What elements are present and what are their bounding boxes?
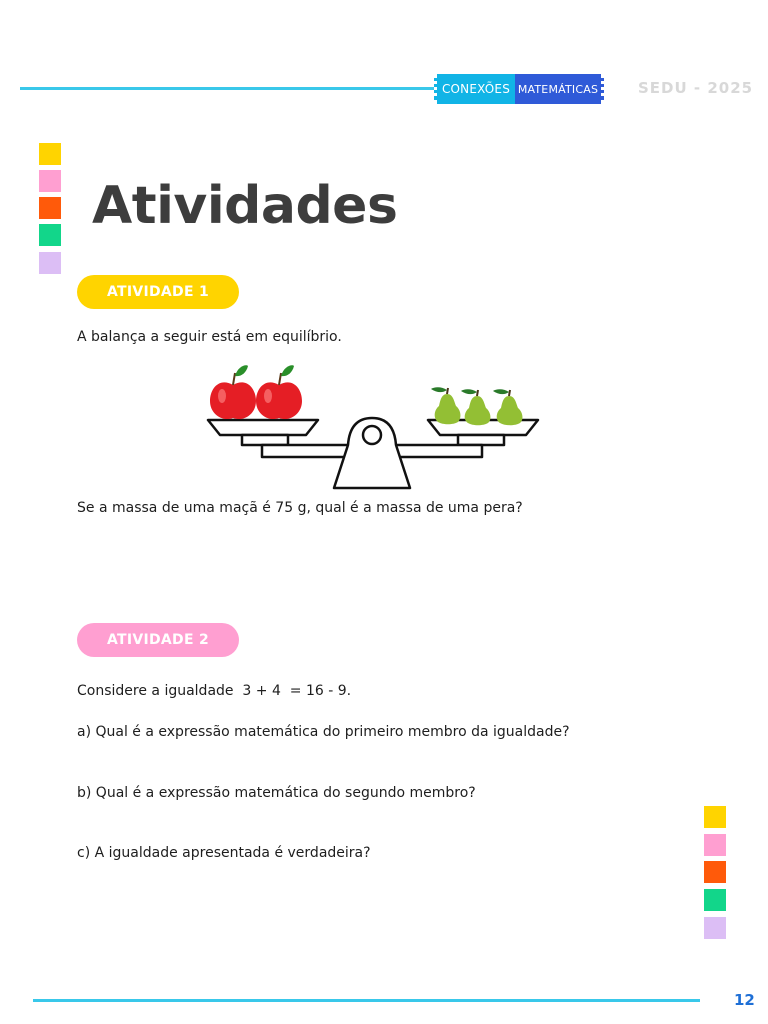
apple-icon	[256, 365, 302, 419]
activity-2-intro: Considere a igualdade 3 + 4 = 16 - 9.	[77, 683, 352, 699]
activity-1-intro: A balança a seguir está em equilíbrio.	[77, 329, 342, 345]
activity-1-question: Se a massa de uma maçã é 75 g, qual é a massa de uma pera?	[77, 500, 523, 516]
brand-part1: CONEXÕES	[434, 74, 515, 104]
deco-square-yellow	[39, 143, 61, 165]
footer-rule	[33, 999, 700, 1002]
activity-2-question-c: c) A igualdade apresentada é verdadeira?	[77, 845, 371, 861]
left-pan	[208, 420, 354, 457]
scale-stand	[334, 418, 410, 488]
header-rule	[20, 87, 435, 90]
activity-2-question-a: a) Qual é a expressão matemática do primeiro membro da igualdade?	[77, 724, 570, 740]
deco-square-pink	[39, 170, 61, 192]
activity-2-badge: ATIVIDADE 2	[77, 623, 239, 657]
deco-square-pink	[704, 834, 726, 856]
pear-icon	[493, 389, 522, 425]
deco-square-green	[39, 224, 61, 246]
deco-square-lavender	[704, 917, 726, 939]
sedu-tag: SEDU - 2025	[638, 79, 754, 97]
balance-scale-illustration	[200, 360, 545, 495]
page-number: 12	[734, 991, 755, 1009]
deco-square-green	[704, 889, 726, 911]
pear-icon	[431, 387, 460, 424]
apple-icon	[210, 365, 256, 419]
right-pan	[390, 420, 538, 457]
deco-square-orange	[39, 197, 61, 219]
page-title: Atividades	[92, 176, 398, 236]
brand-part2: MATEMÁTICAS	[515, 74, 604, 104]
deco-square-yellow	[704, 806, 726, 828]
activity-1-badge: ATIVIDADE 1	[77, 275, 239, 309]
activity-2-question-b: b) Qual é a expressão matemática do segundo membro?	[77, 785, 476, 801]
brand-logo	[434, 74, 604, 104]
pear-icon	[461, 389, 490, 425]
deco-square-orange	[704, 861, 726, 883]
deco-square-lavender	[39, 252, 61, 274]
